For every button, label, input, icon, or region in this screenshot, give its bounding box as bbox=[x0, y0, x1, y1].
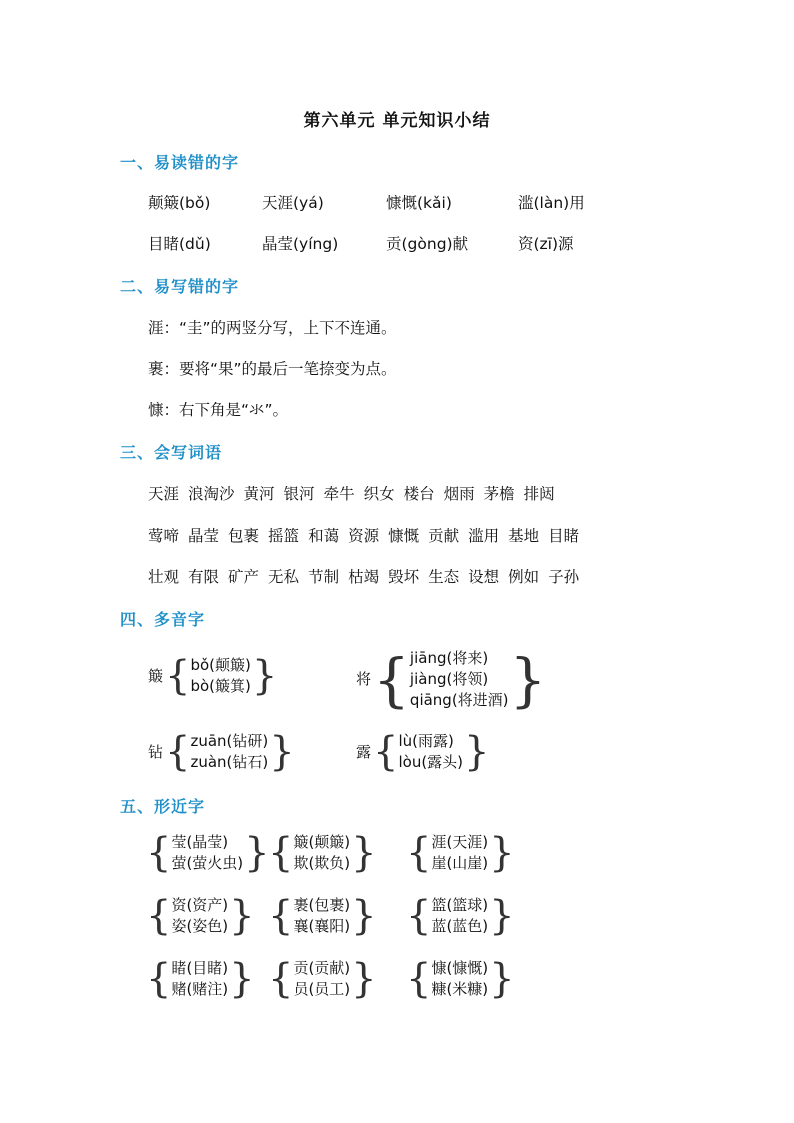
vocab-word: 天涯 bbox=[148, 485, 180, 503]
polyphone-reading: jiāng(将来) bbox=[409, 649, 489, 667]
similar-char-item: 簸(颠簸) bbox=[293, 833, 351, 851]
vocab-word: 浪淘沙 bbox=[188, 485, 235, 503]
vocab-word: 排闼 bbox=[523, 485, 555, 503]
vocab-word: 晶莹 bbox=[188, 527, 220, 545]
left-brace: { bbox=[268, 893, 294, 939]
vocab-word: 摇篮 bbox=[268, 527, 300, 545]
similar-char-item: 篮(篮球) bbox=[431, 896, 489, 914]
writing-note: 涯：“圭”的两竖分写，上下不连通。 bbox=[148, 319, 397, 337]
vocab-word: 银河 bbox=[283, 485, 315, 503]
similar-char-group bbox=[406, 895, 515, 937]
pinyin-item: 晶莹(yíng) bbox=[262, 235, 339, 253]
similar-char-group bbox=[268, 958, 377, 1000]
right-brace: } bbox=[489, 893, 515, 939]
similar-char-group bbox=[146, 895, 255, 937]
right-brace: } bbox=[251, 653, 278, 699]
similar-char-item: 睹(目睹) bbox=[171, 959, 229, 977]
polyphone-char: 露 bbox=[356, 742, 372, 761]
right-brace: } bbox=[229, 956, 255, 1002]
vocab-word: 茅檐 bbox=[483, 485, 515, 503]
polyphone-reading: bǒ(颠簸) bbox=[190, 656, 251, 674]
pinyin-item: 慷慨(kǎi) bbox=[386, 194, 452, 212]
vocab-word: 毁坏 bbox=[388, 568, 420, 586]
right-brace: } bbox=[269, 729, 295, 775]
section-heading-vocabulary: 三、会写词语 bbox=[120, 443, 223, 462]
similar-char-item: 赌(赌注) bbox=[171, 980, 229, 998]
polyphone-reading: zuān(钻研) bbox=[190, 732, 269, 750]
left-brace: { bbox=[406, 893, 432, 939]
right-brace: } bbox=[229, 893, 255, 939]
vocab-row-3 bbox=[148, 565, 588, 587]
right-brace: } bbox=[351, 830, 377, 876]
similar-char-item: 萤(萤火虫) bbox=[171, 854, 244, 872]
similar-char-group bbox=[406, 958, 515, 1000]
writing-note: 裹：要将“果”的最后一笔捺变为点。 bbox=[148, 360, 397, 378]
left-brace: { bbox=[146, 956, 172, 1002]
similar-char-item: 襄(襄阳) bbox=[293, 917, 351, 935]
vocab-word: 楼台 bbox=[403, 485, 435, 503]
right-brace: } bbox=[509, 645, 547, 714]
similar-char-item: 糠(米糠) bbox=[431, 980, 489, 998]
vocab-word: 滥用 bbox=[468, 527, 500, 545]
vocab-word: 资源 bbox=[348, 527, 380, 545]
polyphone-reading: jiàng(将领) bbox=[409, 670, 489, 688]
pinyin-item: 天涯(yá) bbox=[262, 194, 324, 212]
left-brace: { bbox=[406, 956, 432, 1002]
section-heading-hard-to-write: 二、易写错的字 bbox=[120, 277, 240, 296]
polyphone-char: 钻 bbox=[148, 742, 164, 761]
vocab-word: 慷慨 bbox=[388, 527, 420, 545]
left-brace: { bbox=[373, 729, 399, 775]
vocab-word: 节制 bbox=[308, 568, 340, 586]
similar-char-group bbox=[406, 832, 515, 874]
vocab-row-2 bbox=[148, 524, 588, 546]
polyphone-reading: zuàn(钻石) bbox=[190, 753, 269, 771]
vocab-word: 基地 bbox=[508, 527, 540, 545]
vocab-word: 枯竭 bbox=[348, 568, 380, 586]
pinyin-item: 资(zī)源 bbox=[518, 235, 574, 253]
vocab-word: 有限 bbox=[188, 568, 220, 586]
right-brace: } bbox=[464, 729, 490, 775]
writing-note: 慷：右下角是“氺”。 bbox=[148, 401, 289, 419]
similar-char-group bbox=[146, 958, 255, 1000]
left-brace: { bbox=[165, 729, 191, 775]
vocab-word: 莺啼 bbox=[148, 527, 180, 545]
left-brace: { bbox=[268, 830, 294, 876]
pinyin-item: 颠簸(bǒ) bbox=[148, 194, 211, 212]
polyphone-group bbox=[356, 731, 489, 773]
left-brace: { bbox=[146, 830, 172, 876]
pinyin-item: 目睹(dǔ) bbox=[148, 235, 211, 253]
polyphone-group bbox=[148, 731, 295, 773]
vocab-word: 目睹 bbox=[548, 527, 580, 545]
polyphone-reading: bò(簸箕) bbox=[190, 677, 251, 695]
similar-char-item: 裹(包裹) bbox=[293, 896, 351, 914]
similar-char-item: 莹(晶莹) bbox=[171, 833, 229, 851]
vocab-word: 包裹 bbox=[228, 527, 260, 545]
polyphone-group bbox=[148, 655, 277, 697]
similar-char-group bbox=[146, 832, 270, 874]
page-title: 第六单元 单元知识小结 bbox=[303, 111, 491, 131]
right-brace: } bbox=[351, 956, 377, 1002]
similar-char-item: 蓝(蓝色) bbox=[431, 917, 489, 935]
similar-char-item: 慷(慷慨) bbox=[431, 959, 489, 977]
vocab-word: 壮观 bbox=[148, 568, 180, 586]
similar-char-item: 姿(姿色) bbox=[171, 917, 229, 935]
similar-char-group bbox=[268, 832, 377, 874]
section-heading-polyphones: 四、多音字 bbox=[120, 610, 206, 629]
section-heading-similar-chars: 五、形近字 bbox=[120, 797, 206, 816]
vocab-word: 贡献 bbox=[428, 527, 460, 545]
polyphone-group bbox=[356, 645, 547, 714]
polyphone-reading: lòu(露头) bbox=[398, 753, 464, 771]
pinyin-item: 贡(gòng)献 bbox=[386, 235, 469, 253]
vocab-word: 设想 bbox=[468, 568, 500, 586]
left-brace: { bbox=[146, 893, 172, 939]
left-brace: { bbox=[373, 645, 410, 714]
similar-char-item: 涯(天涯) bbox=[431, 833, 489, 851]
similar-char-item: 贡(贡献) bbox=[293, 959, 351, 977]
polyphone-char: 将 bbox=[356, 670, 372, 688]
polyphone-reading: qiāng(将进酒) bbox=[409, 691, 509, 709]
similar-char-item: 崖(山崖) bbox=[431, 854, 489, 872]
vocab-word: 牵牛 bbox=[323, 485, 355, 503]
vocab-word: 烟雨 bbox=[443, 485, 475, 503]
vocab-word: 织女 bbox=[363, 485, 395, 503]
vocab-row-1 bbox=[148, 482, 564, 504]
similar-char-group bbox=[268, 895, 377, 937]
left-brace: { bbox=[165, 653, 191, 699]
vocab-word: 矿产 bbox=[228, 568, 260, 586]
right-brace: } bbox=[489, 956, 515, 1002]
polyphone-reading: lù(雨露) bbox=[398, 732, 454, 750]
right-brace: } bbox=[489, 830, 515, 876]
vocab-word: 和蔼 bbox=[308, 527, 340, 545]
vocab-word: 无私 bbox=[268, 568, 300, 586]
pinyin-item: 滥(làn)用 bbox=[518, 194, 585, 212]
vocab-word: 黄河 bbox=[243, 485, 275, 503]
right-brace: } bbox=[351, 893, 377, 939]
similar-char-item: 资(资产) bbox=[171, 896, 229, 914]
section-heading-hard-to-read: 一、易读错的字 bbox=[120, 153, 240, 172]
similar-char-item: 欺(欺负) bbox=[293, 854, 351, 872]
similar-char-item: 员(员工) bbox=[293, 980, 351, 998]
vocab-word: 生态 bbox=[428, 568, 460, 586]
left-brace: { bbox=[406, 830, 432, 876]
vocab-word: 例如 bbox=[508, 568, 540, 586]
vocab-word: 子孙 bbox=[548, 568, 580, 586]
left-brace: { bbox=[268, 956, 294, 1002]
right-brace: } bbox=[244, 830, 270, 876]
polyphone-char: 簸 bbox=[148, 666, 164, 685]
